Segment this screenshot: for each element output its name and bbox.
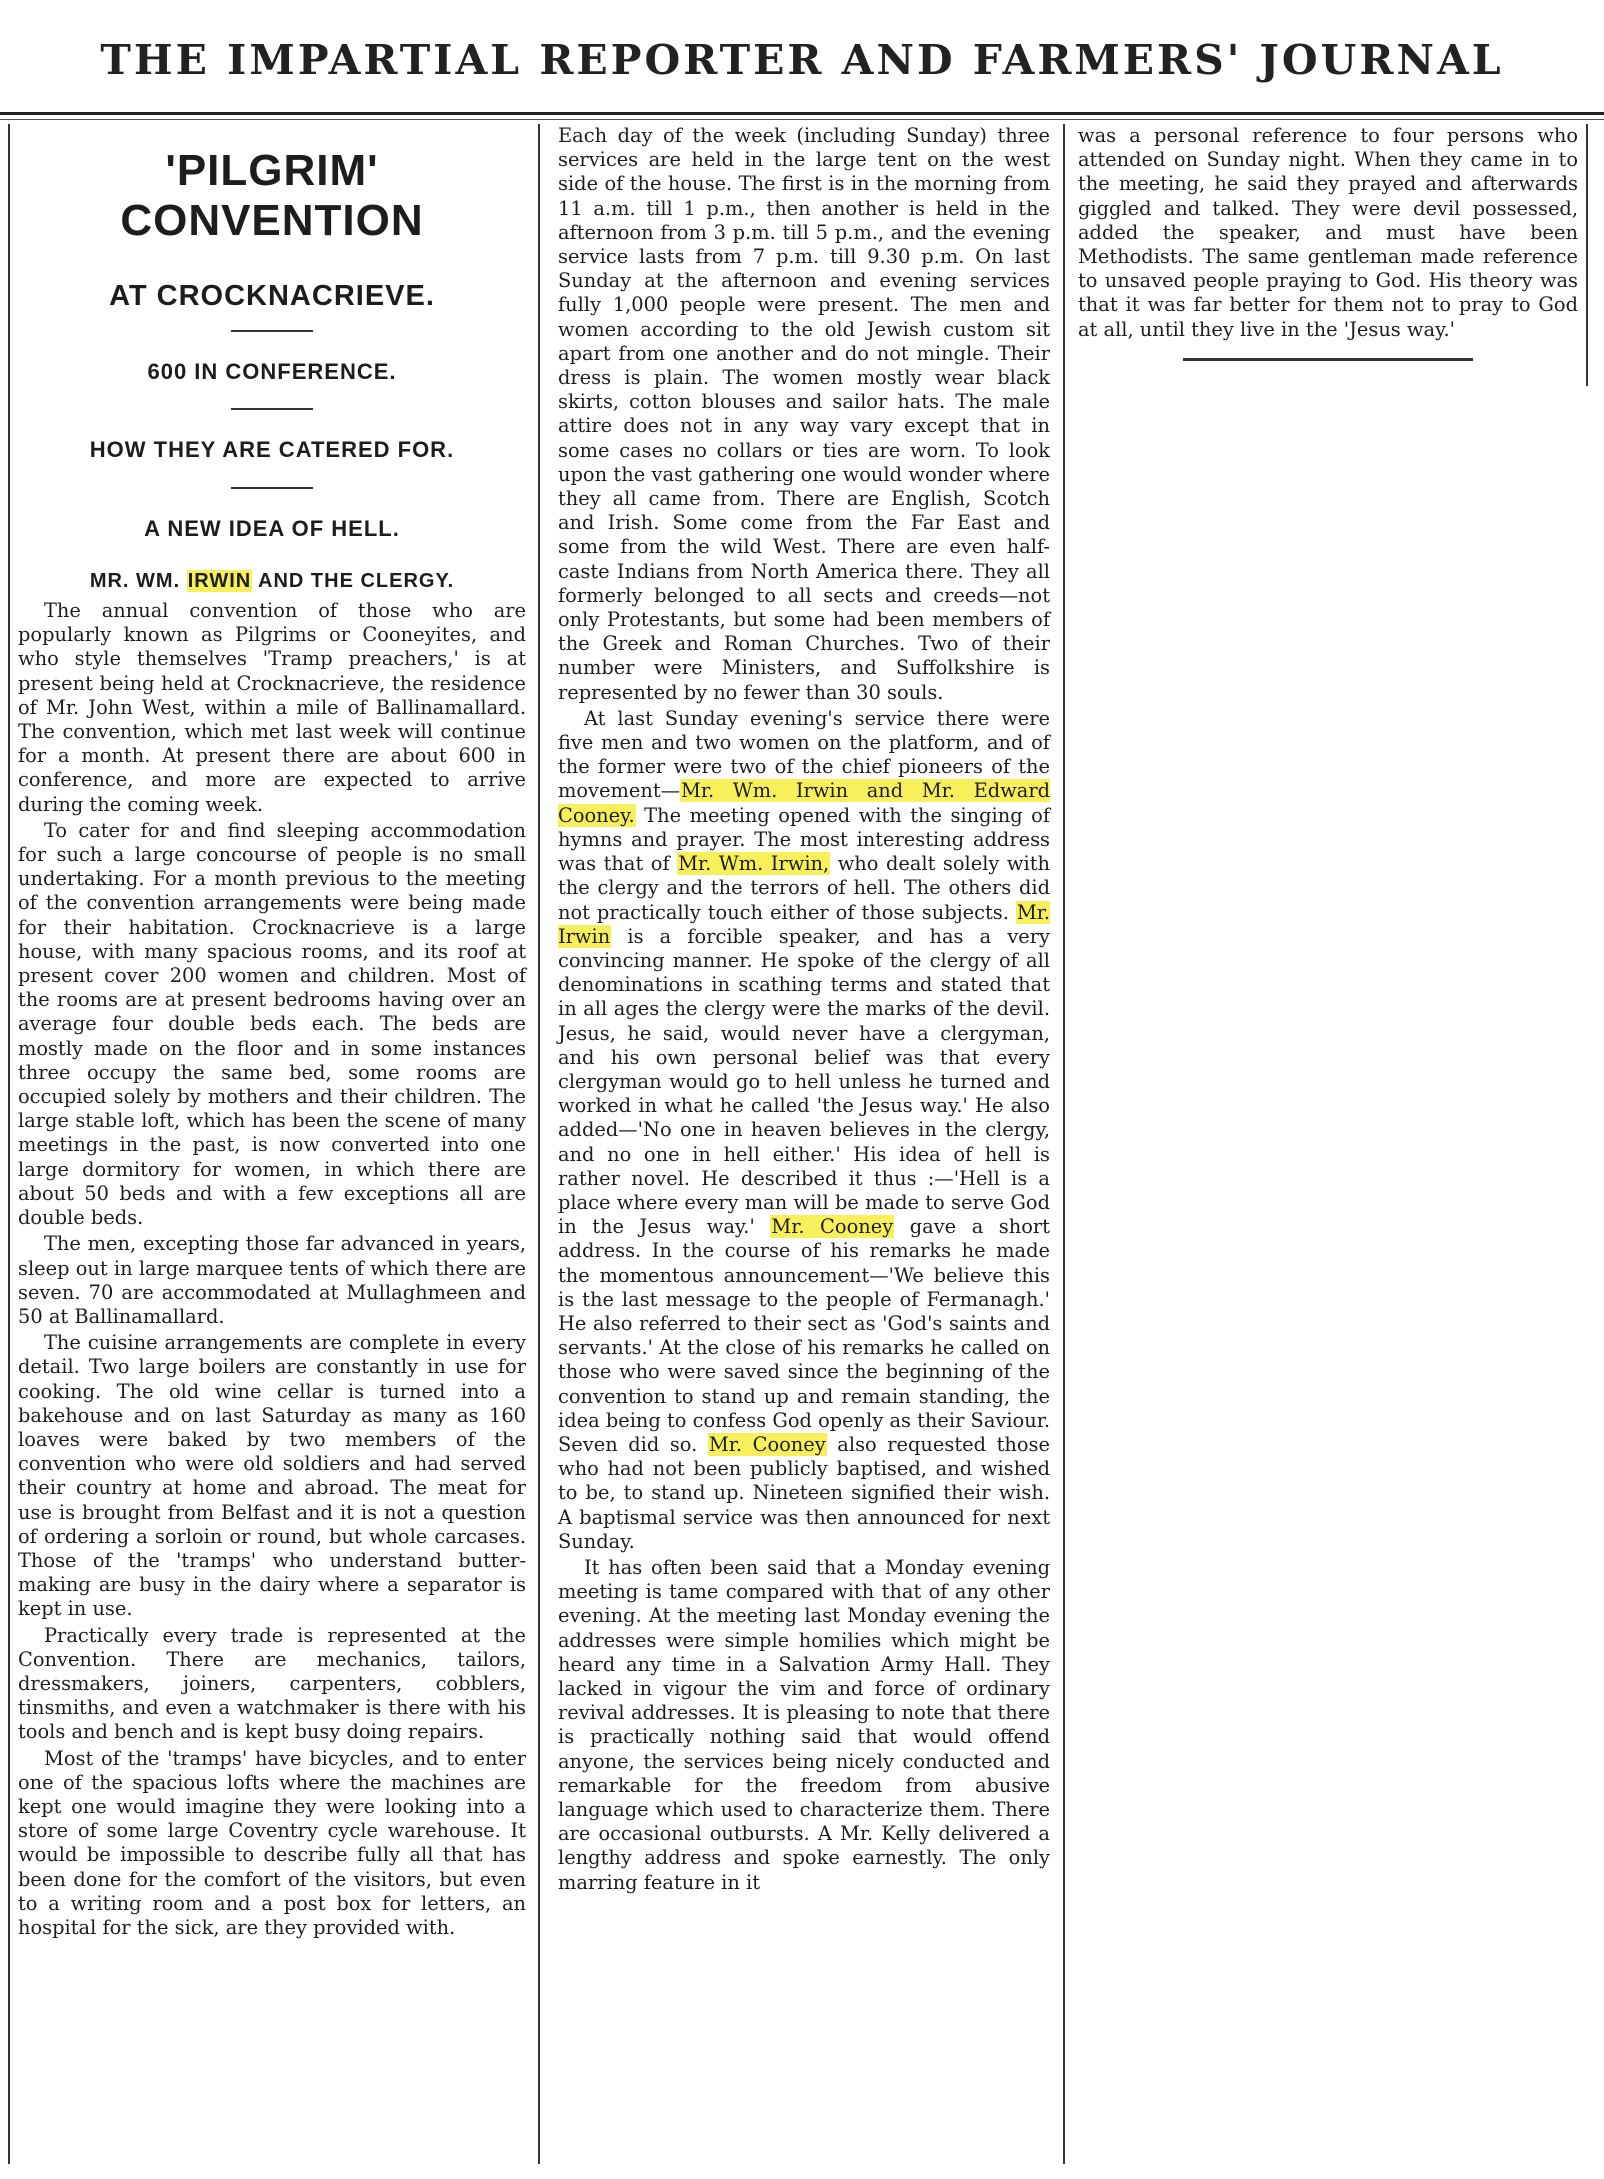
- masthead-rule: [0, 112, 1604, 115]
- article-column-2: [558, 124, 1050, 1897]
- section-heading: [18, 569, 526, 593]
- column-rule-left: [8, 124, 10, 2164]
- end-rule: [1183, 358, 1473, 361]
- section-heading-pre: MR. WM.: [89, 569, 187, 592]
- highlight-irwin-cooney: Mr. Wm. Irwin and Mr. Edward Cooney.: [558, 779, 1050, 827]
- paragraph: Most of the 'tramps' have bicycles, and to enter one of the spacious lofts where the machines are kept one would imagine they were looking into a store of some large Coventry cycle warehouse. It would be impossible to describe fully all that has been done for the comfort of the visitors, but even to a writing room and a post box for letters, an hospital for the sick, are they provided with.: [18, 1746, 526, 1939]
- highlight-cooney: Mr. Cooney: [708, 1432, 826, 1456]
- paragraph: [558, 707, 1050, 1554]
- paragraph: To cater for and find sleeping accommodation for such a large concourse of people is no small undertaking. For a month previous to the meeting of the convention arrangements were being made for their habitation. Crocknacrieve is a large house, with many spacious rooms, and its roof at present cover 200 women and children. Most of the rooms are at present bedrooms having over an average four double beds each. The beds are mostly made on the floor and in some instances three occupy the same bed, some rooms are occupied solely by mothers and their children. The large stable loft, which has been the scene of many meetings in the past, is now converted into one large dormitory for women, in which there are about 50 beds and with a few exceptions all are double beds.: [18, 818, 526, 1230]
- masthead-rule-thin: [0, 119, 1604, 120]
- text-run: who dealt solely with the clergy and the terrors of hell. The others did not practically touch either of those subjects.: [558, 852, 1050, 924]
- paragraph: It has often been said that a Monday evening meeting is tame compared with that of any other evening. At the meeting last Monday evening the addresses were simple homilies which might be heard any time in a Salvation Army Hall. They lacked in vigour the vim and force of ordinary revival addresses. It is pleasing to note that there is practically nothing said that would offend anyone, the services being nicely conducted and remarkable for the freedom from abusive language which used to characterize them. There are occasional outbursts. A Mr. Kelly delivered a lengthy address and spoke earnestly. The only marring feature in it: [558, 1555, 1050, 1894]
- text-run: also requested those who had not been publicly baptised, and wished to be, to stand up. Nineteen signified their wish. A baptismal service was then announced for next Sunday.: [558, 1432, 1050, 1553]
- text-run: gave a short address. In the course of his remarks he made the momentous announcement—'We believe this is the last message to the people of Fermanagh.' He also referred to their sect as 'God's saints and servants.' At the close of his remarks he called on those who were saved since the beginning of the convention to stand up and remain standing, the idea being to confess God openly as their Saviour. Seven did so.: [558, 1215, 1050, 1456]
- subhead-location: AT CROCKNACRIEVE.: [109, 280, 435, 312]
- paragraph: The annual convention of those who are popularly known as Pilgrims or Cooneyites, and who style themselves 'Tramp preachers,' is at present being held at Crocknacrieve, the residence of Mr. John West, within a mile of Ballinamallard. The convention, which met last week will continue for a month. At present there are about 600 in conference, and more are expected to arrive during the coming week.: [18, 599, 526, 816]
- text-run: The meeting opened with the singing of hymns and prayer. The most interesting address was that of: [558, 803, 1050, 876]
- highlight-irwin: Mr. Irwin: [558, 900, 1050, 948]
- highlight-irwin: IRWIN: [187, 569, 252, 592]
- divider: [231, 408, 313, 410]
- paragraph: Each day of the week (including Sunday) three services are held in the large tent on the west side of the house. The first is in the morning from 11 a.m. till 1 p.m., then another is held in the afternoon from 3 p.m. till 5 p.m., and the evening service lasts from 7 p.m. till 9.30 p.m. On last Sunday at the afternoon and evening services fully 1,000 people were present. The men and women according to the old Jewish custom sit apart from one another and do not mingle. Their dress is plain. The women mostly wear black skirts, cotton blouses and sailor hats. The male attire does not in any way vary except that in some cases no collars or ties are worn. To look upon the vast gathering one would wonder where they all came from. There are English, Scotch and Irish. Some come from the Far East and some from the wild West. There are even half-caste Indians from North America there. They all formerly belonged to all sects and creeds—not only Protestants, but some had been members of the Greek and Roman Churches. Two of their number were Ministers, and Suffolkshire is represented by no fewer than 30 souls.: [558, 124, 1050, 704]
- subhead-hell: A NEW IDEA OF HELL.: [144, 515, 400, 541]
- subhead-catering: HOW THEY ARE CATERED FOR.: [89, 437, 455, 463]
- divider: [231, 487, 313, 489]
- highlight-cooney: Mr. Cooney: [771, 1215, 894, 1239]
- subhead-conference: 600 IN CONFERENCE.: [147, 359, 397, 385]
- highlight-irwin: Mr. Wm. Irwin,: [678, 852, 830, 876]
- column-rule-2: [1063, 124, 1065, 2164]
- masthead: THE IMPARTIAL REPORTER AND FARMERS' JOURNAL: [100, 36, 1504, 84]
- divider: [231, 330, 313, 332]
- article-column-3: [1078, 124, 1578, 361]
- headline: 'PILGRIM' CONVENTION: [120, 146, 424, 245]
- paragraph: Practically every trade is represented at the Convention. There are mechanics, tailors, dressmakers, joiners, carpenters, cobblers, tinsmiths, and even a watchmaker is there with his tools and bench and is kept busy doing repairs.: [18, 1623, 526, 1744]
- article-column-1: [18, 124, 526, 1942]
- paragraph: The men, excepting those far advanced in years, sleep out in large marquee tents of which there are seven. 70 are accommodated at Mullaghmeen and 50 at Ballinamallard.: [18, 1232, 526, 1328]
- text-run: is a forcible speaker, and has a very convincing manner. He spoke of the clergy of all denominations in scathing terms and stated that in all ages the clergy were the marks of the devil. Jesus, he said, would never have a clergyman, and his own personal belief was that every clergyman would go to hell unless he turned and worked in what he called 'the Jesus way.' He also added—'No one in heaven believes in the clergy, and no one in hell either.' His idea of hell is rather novel. He described it thus :—'Hell is a place where every man will be made to serve God in the Jesus way.': [558, 924, 1050, 1239]
- column-rule-1: [538, 124, 540, 2164]
- paragraph: was a personal reference to four persons who attended on Sunday night. When they came in to the meeting, he said they prayed and afterwards giggled and talked. They were devil possessed, added the speaker, and must have been Methodists. The same gentleman made reference to unsaved people praying to God. His theory was that it was far better for them not to pray to God at all, until they live in the 'Jesus way.': [1078, 124, 1578, 341]
- paragraph: The cuisine arrangements are complete in every detail. Two large boilers are constantly in use for cooking. The old wine cellar is turned into a bakehouse and on last Saturday as many as 160 loaves were baked by two members of the convention who were old soldiers and had served their country at home and abroad. The meat for use is brought from Belfast and it is not a question of ordering a sorloin or round, but whole carcases. Those of the 'tramps' who understand butter-making are busy in the dairy where a separator is kept in use.: [18, 1331, 526, 1621]
- text-run: At last Sunday evening's service there were five men and two women on the platform, and of the former were two of the chief pioneers of the movement—: [558, 706, 1050, 803]
- column-rule-right: [1586, 124, 1588, 386]
- section-heading-post: AND THE CLERGY.: [252, 569, 455, 592]
